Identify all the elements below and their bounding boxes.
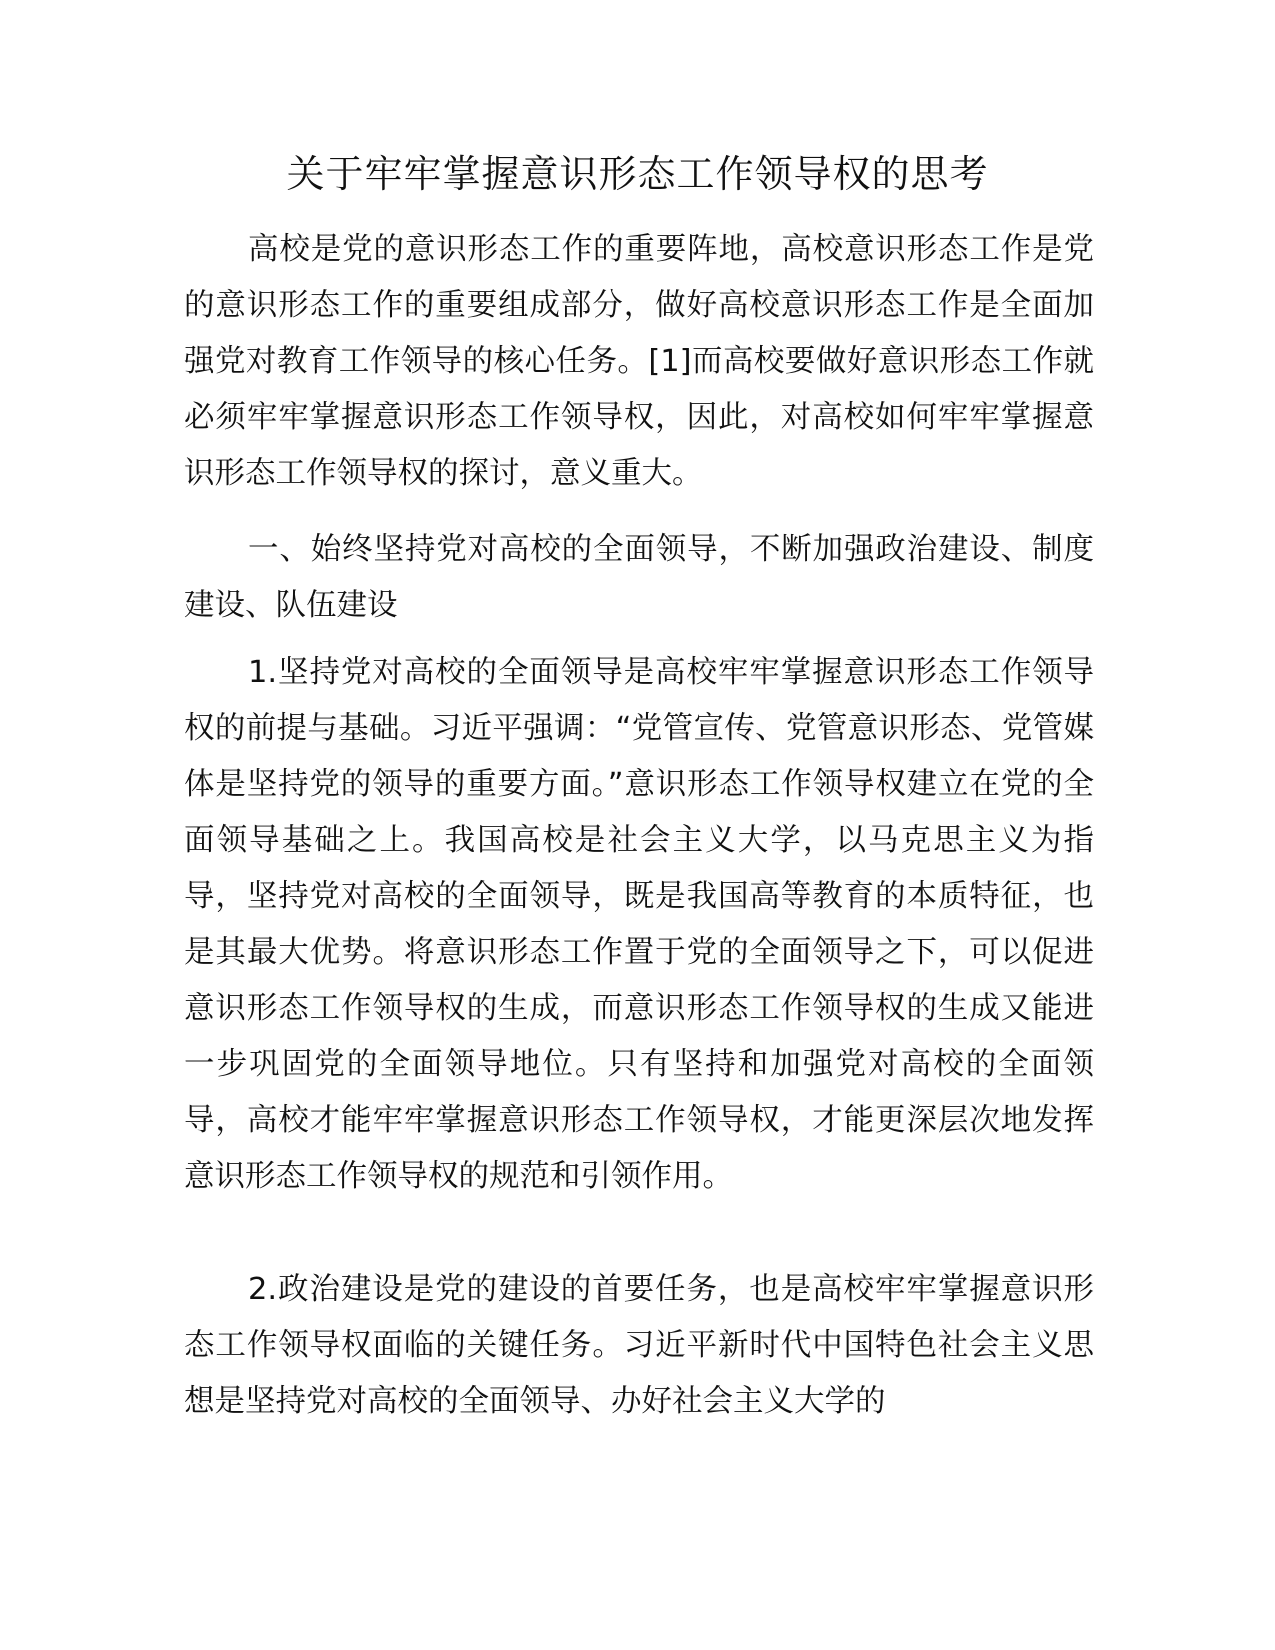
document-title: 关于牢牢掌握意识形态工作领导权的思考 <box>286 152 989 196</box>
paragraph-point-2: 2.政治建设是党的建设的首要任务，也是高校牢牢掌握意识形态工作领导权面临的关键任务。习近平新时代中国特色社会主义思想是坚持党对高校的全面领导、办好社会主义大学的 <box>184 1272 1094 1419</box>
paragraph-point-1: 1.坚持党对高校的全面领导是高校牢牢掌握意识形态工作领导权的前提与基础。习近平强调：“党管宣传、党管意识形态、党管媒体是坚持党的领导的重要方面。”意识形态工作领导权建立在党的全面领导基础之上。我国高校是社会主义大学，以马克思主义为指导，坚持党对高校的全面领导，既是我国高等教育的本质特征，也是其最大优势。将意识形态工作置于党的全面领导之下，可以促进意识形态工作领导权的生成，而意识形态工作领导权的生成又能进一步巩固党的全面领导地位。只有坚持和加强党对高校的全面领导，高校才能牢牢掌握意识形态工作领导权，才能更深层次地发挥意识形态工作领导权的规范和引领作用。 <box>184 655 1094 1194</box>
section-heading-1: 一、始终坚持党对高校的全面领导，不断加强政治建设、制度建设、队伍建设 <box>184 532 1094 623</box>
paragraph-intro: 高校是党的意识形态工作的重要阵地，高校意识形态工作是党的意识形态工作的重要组成部分，做好高校意识形态工作是全面加强党对教育工作领导的核心任务。[1]而高校要做好意识形态工作就必须牢牢掌握意识形态工作领导权，因此，对高校如何牢牢掌握意识形态工作领导权的探讨，意义重大。 <box>184 232 1094 491</box>
